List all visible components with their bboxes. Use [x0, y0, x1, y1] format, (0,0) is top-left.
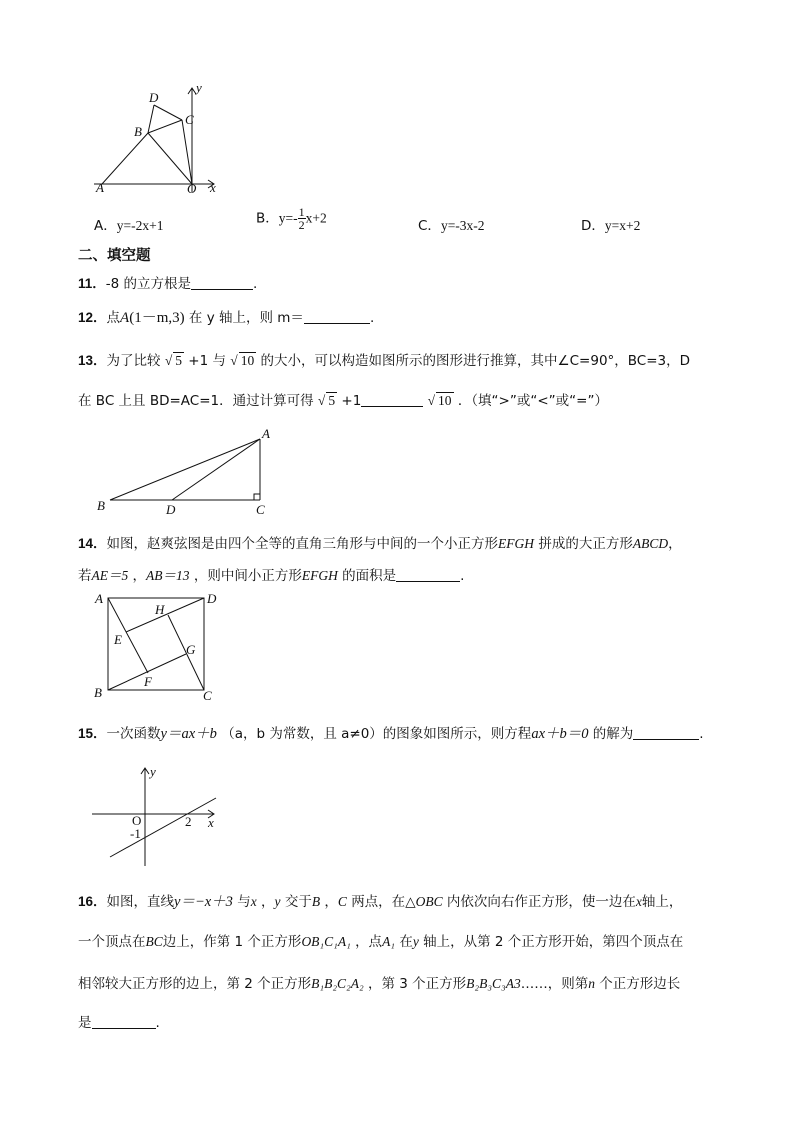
question-13-line2: 在 BC 上且 BD=AC=1．通过计算可得 √ 5 +1 √ 10 ．（填“>”或“<”或“=”）: [78, 393, 608, 409]
right-angle-mark: [254, 494, 260, 500]
question-16-line2: 一个顶点在BC边上，作第 1 个正方形OB₁C₁A₁ ，点A₁ 在y 轴上，从第 2 个正方形开始，第四个顶点在: [78, 934, 684, 950]
fraction-one-half: $\frac{1}{2}$: [298, 205, 305, 232]
option-d[interactable]: [581, 214, 640, 234]
question-12: 12．点A(1－m,3) 在 y 轴上，则 m＝ .: [78, 310, 375, 326]
q10-figure: [88, 80, 228, 195]
sqrt-10: √ 10: [230, 353, 255, 368]
label-y-intercept: -1: [130, 826, 141, 841]
q15-figure: [90, 760, 225, 870]
answer-blank[interactable]: [396, 567, 460, 582]
question-number: 13．: [78, 353, 107, 368]
label-E: E: [114, 632, 122, 647]
segment-AB: [102, 133, 148, 184]
label-x: x: [208, 815, 214, 830]
label-x: x: [210, 180, 216, 195]
label-O: O: [187, 181, 197, 195]
segment-DC: [154, 105, 182, 120]
label-A: A: [262, 426, 270, 441]
option-text-post: x+2: [305, 210, 327, 226]
label-D: D: [207, 591, 217, 606]
option-text: y=-2x+1: [116, 218, 164, 233]
question-number: 16．: [78, 894, 107, 909]
label-C: C: [256, 502, 265, 517]
sqrt-5: √ 5: [317, 393, 336, 408]
option-text-pre: y=-: [278, 210, 298, 226]
label-G: G: [186, 642, 196, 657]
answer-blank[interactable]: [633, 725, 699, 740]
answer-blank[interactable]: [361, 392, 423, 407]
question-16-line4: 是 .: [78, 1015, 160, 1031]
option-c[interactable]: [418, 214, 485, 234]
function-line: [110, 798, 216, 857]
label-C: C: [185, 112, 194, 127]
label-D: D: [149, 90, 159, 105]
question-14-line1: 14．如图，赵爽弦图是由四个全等的直角三角形与中间的一个小正方形EFGH 拼成的大正方形ABCD，: [78, 536, 682, 552]
question-16-line1: 16．如图，直线y＝−x＋3 与x ，y 交于B ，C 两点，在△OBC 内依次向右作正方形，使一边在x轴上，: [78, 894, 683, 910]
option-letter: A．: [94, 218, 117, 234]
question-13-line1: 13．为了比较 √ 5 +1 与 √ 10 的大小，可以构造如图所示的图形进行推算，其中∠C=90°，BC=3，D: [78, 353, 691, 369]
label-B: B: [97, 498, 105, 513]
segment-BD: [148, 105, 154, 133]
answer-blank[interactable]: [191, 275, 253, 290]
label-D: D: [166, 502, 176, 517]
answer-blank[interactable]: [304, 309, 370, 324]
question-number: 15．: [78, 726, 107, 741]
option-a[interactable]: [94, 214, 163, 234]
question-11: 11．-8 的立方根是 .: [78, 276, 258, 292]
section-title: 二、填空题: [78, 248, 151, 264]
question-number: 11．: [78, 276, 106, 291]
option-letter: B．: [256, 210, 279, 227]
sqrt-5: √ 5: [164, 353, 182, 368]
question-16-line3: 相邻较大正方形的边上，第 2 个正方形B₁B₂C₂A₂ ，第 3 个正方形B₂B₃C₃A3……，则第n 个正方形边长: [78, 976, 681, 992]
option-text: y=-3x-2: [440, 218, 485, 233]
question-number: 14．: [78, 536, 107, 551]
question-text: -8 的立方根是: [105, 276, 192, 292]
label-y: y: [150, 764, 156, 779]
segment-DE: [126, 598, 204, 632]
sqrt-10: √ 10: [427, 393, 452, 408]
label-y: y: [196, 80, 202, 95]
option-letter: C．: [418, 218, 441, 234]
label-A: A: [96, 180, 104, 195]
label-F: F: [144, 674, 152, 689]
label-x-intercept: 2: [185, 814, 192, 829]
question-number: 12．: [78, 310, 107, 325]
answer-blank[interactable]: [92, 1014, 156, 1029]
label-origin: O: [132, 813, 142, 828]
option-letter: D．: [581, 218, 605, 234]
question-15: 15．一次函数y＝ax＋b （a，b 为常数，且 a≠0）的图象如图所示，则方程ax＋b＝0 的解为 .: [78, 726, 704, 742]
option-b[interactable]: [256, 206, 327, 231]
label-A: A: [95, 591, 103, 606]
segment-CB: [148, 120, 182, 133]
q14-figure: [88, 588, 220, 702]
question-14-line2: 若AE＝5 ，AB＝13 ，则中间小正方形EFGH 的面积是 .: [78, 568, 465, 584]
label-H: H: [155, 602, 165, 617]
label-C: C: [203, 688, 212, 702]
q13-figure: [92, 425, 282, 517]
label-B: B: [94, 685, 102, 700]
label-B: B: [134, 124, 142, 139]
option-text: y=x+2: [604, 218, 641, 233]
